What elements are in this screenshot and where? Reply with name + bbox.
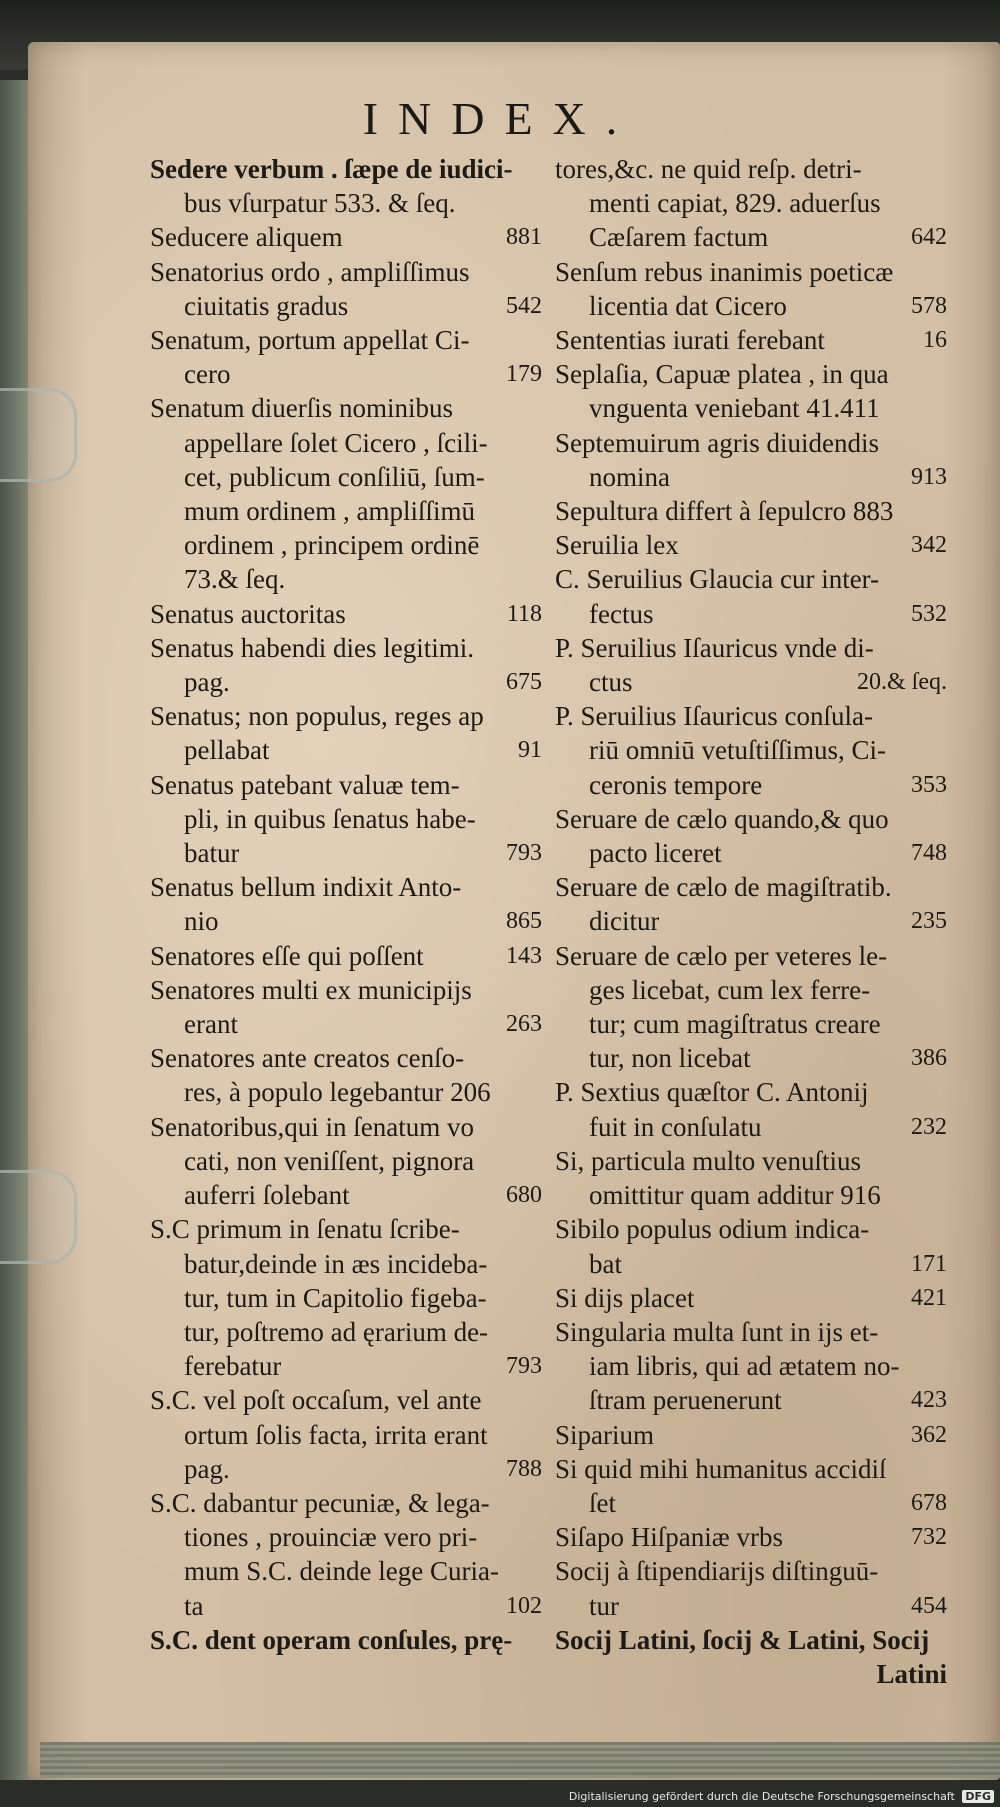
index-entry xyxy=(150,1110,542,1213)
index-entry xyxy=(150,391,542,596)
index-line xyxy=(555,733,947,767)
index-term: Senſum rebus inanimis poeticæ xyxy=(555,256,894,287)
index-term: ſtram peruenerunt xyxy=(589,1385,782,1416)
index-line xyxy=(150,1075,542,1109)
index-term: cati, non veniſſent, pignora xyxy=(184,1145,475,1176)
index-term: P. Seruilius Iſauricus conſula- xyxy=(555,701,873,732)
index-term: P. Seruilius Iſauricus vnde di- xyxy=(555,632,874,663)
index-term: licentia dat Cicero xyxy=(589,290,787,321)
page-reference: 793 xyxy=(506,1353,542,1380)
index-term: auferri ſolebant xyxy=(184,1180,350,1211)
index-line xyxy=(150,733,542,767)
book-page-edges-bottom xyxy=(40,1742,1000,1778)
index-line xyxy=(555,255,947,289)
index-term: erant xyxy=(184,1009,238,1040)
index-term: Socij Latini, ſocij & Latini, Socij xyxy=(555,1624,930,1655)
dfg-logo: DFG xyxy=(962,1790,994,1803)
index-entry xyxy=(555,1554,947,1622)
index-entry xyxy=(150,631,542,699)
page-reference: 143 xyxy=(506,942,542,969)
index-term: appellare ſolet Cicero , ſcili- xyxy=(184,427,488,458)
index-entry xyxy=(150,1623,542,1657)
index-line xyxy=(150,631,542,665)
index-line xyxy=(150,460,542,494)
index-line xyxy=(150,802,542,836)
index-term: ctus xyxy=(589,667,633,698)
index-term: Si quid mihi humanitus accidiſ xyxy=(555,1453,887,1484)
index-line xyxy=(150,1144,542,1178)
page-reference: 20.& ſeq. xyxy=(857,669,947,696)
index-term: Socij à ſtipendiarijs diſtinguū- xyxy=(555,1556,879,1587)
index-term: Senatus; non populus, reges ap xyxy=(150,701,484,732)
index-entry xyxy=(555,255,947,323)
index-term: S.C. vel poſt occaſum, vel ante xyxy=(150,1385,482,1416)
index-entry xyxy=(150,152,542,220)
index-term: Septemuirum agris diuidendis xyxy=(555,427,879,458)
index-entry xyxy=(555,870,947,938)
index-entry xyxy=(555,1281,947,1315)
index-line xyxy=(150,1315,542,1349)
index-term: pag. xyxy=(184,667,230,698)
credit-text: Digitalisierung gefördert durch die Deutsche Forschungsgemeinschaft xyxy=(568,1790,955,1803)
index-term: bus vſurpatur 533. & ſeq. xyxy=(184,188,456,219)
index-line xyxy=(150,494,542,528)
index-entry xyxy=(150,220,542,254)
index-entry xyxy=(555,1075,947,1143)
index-term: tur xyxy=(589,1590,619,1621)
index-term: fuit in conſulatu xyxy=(589,1111,762,1142)
page-reference: 913 xyxy=(911,463,947,490)
index-term: Sententias iurati ferebant xyxy=(555,325,825,356)
index-term: Seruilia lex xyxy=(555,530,679,561)
index-term: tur, non licebat xyxy=(589,1043,751,1074)
index-line xyxy=(555,1212,947,1246)
index-line xyxy=(555,1418,947,1452)
index-term: Seruare de cælo per veteres le- xyxy=(555,940,888,971)
index-term: res, à populo legebantur 206 xyxy=(184,1077,491,1108)
index-term: batur,deinde in æs incideba- xyxy=(184,1248,488,1279)
index-line xyxy=(150,836,542,870)
page-reference: 421 xyxy=(911,1284,947,1311)
index-line xyxy=(555,904,947,938)
index-term: P. Sextius quæſtor C. Antonij xyxy=(555,1077,869,1108)
index-column-left xyxy=(150,152,542,1657)
page-reference: 102 xyxy=(506,1592,542,1619)
index-term: Seducere aliquem xyxy=(150,222,343,253)
index-line xyxy=(150,768,542,802)
index-term: tores,&c. ne quid reſp. detri- xyxy=(555,154,862,184)
index-line xyxy=(150,220,542,254)
page-reference: 532 xyxy=(911,600,947,627)
index-term: pag. xyxy=(184,1453,230,1484)
index-term: Seruare de cælo quando,& quo xyxy=(555,803,889,834)
index-line xyxy=(150,1383,542,1417)
index-term: ſet xyxy=(589,1487,616,1518)
index-term: S.C. dent operam conſules, prę- xyxy=(150,1624,513,1655)
index-line xyxy=(150,1041,542,1075)
index-line xyxy=(150,1554,542,1588)
index-line xyxy=(555,289,947,323)
page-reference: 865 xyxy=(506,908,542,935)
page-reference: 232 xyxy=(911,1113,947,1140)
index-line xyxy=(555,1657,947,1691)
index-line xyxy=(150,939,542,973)
index-entry xyxy=(555,802,947,870)
index-line xyxy=(555,1315,947,1349)
index-line xyxy=(555,426,947,460)
index-line xyxy=(555,1486,947,1520)
index-line xyxy=(555,1554,947,1588)
index-line xyxy=(150,1589,542,1623)
index-line xyxy=(150,904,542,938)
index-term: cet, publicum conſiliū, ſum- xyxy=(184,461,485,492)
index-term: fectus xyxy=(589,598,654,629)
index-term: Senatores eſſe qui poſſent xyxy=(150,940,424,971)
page-reference: 454 xyxy=(911,1592,947,1619)
page-reference: 235 xyxy=(911,908,947,935)
index-term: Senatum, portum appellat Ci- xyxy=(150,325,470,356)
index-entry xyxy=(150,699,542,767)
index-entry xyxy=(555,1520,947,1554)
page-reference: 732 xyxy=(911,1524,947,1551)
index-term: riū omniū vetuſtiſſimus, Ci- xyxy=(589,735,886,766)
index-term: Cæſarem factum xyxy=(589,222,769,253)
index-line xyxy=(555,665,947,699)
page-reference: 675 xyxy=(506,669,542,696)
index-term: nomina xyxy=(589,461,670,492)
index-line xyxy=(555,1349,947,1383)
index-term: S.C primum in ſenatu ſcribe- xyxy=(150,1214,460,1245)
index-term: ferebatur xyxy=(184,1351,282,1382)
index-line xyxy=(150,1418,542,1452)
index-entry xyxy=(150,1486,542,1623)
index-line xyxy=(555,494,947,528)
index-term: batur xyxy=(184,838,240,869)
index-term: Seruare de cælo de magiſtratib. xyxy=(555,872,892,903)
page-reference: 386 xyxy=(911,1045,947,1072)
index-line xyxy=(150,1452,542,1486)
index-entry xyxy=(555,357,947,425)
index-line xyxy=(555,768,947,802)
index-entry xyxy=(555,528,947,562)
index-term: omittitur quam additur 916 xyxy=(589,1180,881,1211)
index-term: C. Seruilius Glaucia cur inter- xyxy=(555,564,880,595)
page-reference: 171 xyxy=(911,1250,947,1277)
index-term: Senatorius ordo , ampliſſimus xyxy=(150,256,470,287)
index-line xyxy=(555,631,947,665)
index-line xyxy=(150,289,542,323)
index-term: ceronis tempore xyxy=(589,769,763,800)
index-line xyxy=(555,1623,947,1657)
index-term: tur; cum magiſtratus creare xyxy=(589,1009,881,1040)
index-entry xyxy=(150,1383,542,1486)
index-entry xyxy=(150,768,542,871)
index-term: Senatus auctoritas xyxy=(150,598,346,629)
index-line xyxy=(150,1349,542,1383)
index-line xyxy=(150,1623,542,1657)
index-entry xyxy=(555,939,947,1076)
index-line xyxy=(150,562,542,596)
index-entry xyxy=(555,323,947,357)
index-term: tiones , prouinciæ vero pri- xyxy=(184,1522,478,1553)
index-line xyxy=(555,1589,947,1623)
index-line xyxy=(555,1452,947,1486)
index-line xyxy=(150,255,542,289)
index-term: ordinem , principem ordinē xyxy=(184,530,480,561)
index-term: cero xyxy=(184,359,231,390)
index-line xyxy=(150,1212,542,1246)
index-term: Senatus patebant valuæ tem- xyxy=(150,769,460,800)
page-reference: 642 xyxy=(911,224,947,251)
index-term: nio xyxy=(184,906,219,937)
index-entry xyxy=(150,870,542,938)
index-term: menti capiat, 829. aduerſus xyxy=(589,188,881,219)
page-reference: 793 xyxy=(506,840,542,867)
index-line xyxy=(150,1110,542,1144)
index-term: Si, particula multo venuſtius xyxy=(555,1145,861,1176)
index-line xyxy=(150,323,542,357)
index-entry xyxy=(150,323,542,391)
index-term: Singularia multa ſunt in ijs et- xyxy=(555,1316,879,1347)
page-reference: 678 xyxy=(911,1489,947,1516)
index-entry xyxy=(150,597,542,631)
page-reference: 881 xyxy=(506,224,542,251)
index-term: Latini xyxy=(876,1658,947,1689)
page-reference: 179 xyxy=(506,361,542,388)
index-entry xyxy=(150,1212,542,1383)
index-entry xyxy=(555,1144,947,1212)
index-line xyxy=(555,1110,947,1144)
index-entry xyxy=(150,1041,542,1109)
index-entry xyxy=(555,1212,947,1280)
index-line xyxy=(150,1486,542,1520)
page-title: INDEX. xyxy=(362,93,638,144)
index-term: tur, tum in Capitolio figeba- xyxy=(184,1282,487,1313)
index-line xyxy=(555,528,947,562)
index-term: Senatores multi ex municipijs xyxy=(150,974,472,1005)
page-reference: 542 xyxy=(506,292,542,319)
index-column-right xyxy=(555,152,947,1691)
index-term: Si dijs placet xyxy=(555,1282,695,1313)
page-clip-icon xyxy=(0,388,77,482)
index-line xyxy=(555,1247,947,1281)
index-line xyxy=(555,391,947,425)
index-line xyxy=(555,323,947,357)
index-term: mum S.C. deinde lege Curia- xyxy=(184,1556,499,1587)
index-line xyxy=(150,528,542,562)
index-line xyxy=(555,1007,947,1041)
index-line xyxy=(150,152,542,186)
page-reference: 578 xyxy=(911,292,947,319)
index-entry xyxy=(555,562,947,630)
page-reference: 748 xyxy=(911,840,947,867)
index-term: Seplaſia, Capuæ platea , in qua xyxy=(555,359,889,390)
index-entry xyxy=(555,1418,947,1452)
page-reference: 91 xyxy=(518,737,542,764)
index-term: pacto liceret xyxy=(589,838,722,869)
index-term: pellabat xyxy=(184,735,270,766)
index-entry xyxy=(150,973,542,1041)
index-line xyxy=(555,562,947,596)
index-entry xyxy=(555,426,947,494)
index-line xyxy=(150,186,542,220)
index-term: ta xyxy=(184,1590,204,1621)
index-term: ortum ſolis facta, irrita erant xyxy=(184,1419,488,1450)
index-line xyxy=(555,836,947,870)
index-line xyxy=(555,1383,947,1417)
index-term: iam libris, qui ad ætatem no- xyxy=(589,1351,900,1382)
page-reference: 680 xyxy=(506,1182,542,1209)
index-entry xyxy=(555,494,947,528)
index-line xyxy=(555,699,947,733)
index-line xyxy=(555,1178,947,1212)
index-line xyxy=(555,597,947,631)
index-term: Senatores ante creatos cenſo- xyxy=(150,1043,465,1074)
index-entry xyxy=(555,1623,947,1691)
index-line xyxy=(555,1041,947,1075)
page-reference: 342 xyxy=(911,532,947,559)
page-clip-icon xyxy=(0,1170,77,1264)
index-term: Sepultura differt à ſepulcro 883 xyxy=(555,496,894,527)
index-term: dicitur xyxy=(589,906,660,937)
index-line xyxy=(150,1007,542,1041)
index-entry xyxy=(555,1452,947,1520)
index-line xyxy=(555,186,947,220)
index-line xyxy=(555,939,947,973)
index-term: Senatoribus,qui in ſenatum vo xyxy=(150,1111,474,1142)
index-entry xyxy=(555,699,947,802)
page-reference: 118 xyxy=(506,600,542,627)
index-line xyxy=(555,220,947,254)
index-line xyxy=(555,152,947,186)
index-line xyxy=(555,1144,947,1178)
index-entry xyxy=(555,631,947,699)
page-reference: 263 xyxy=(506,1011,542,1038)
index-line xyxy=(555,357,947,391)
index-line xyxy=(150,1520,542,1554)
index-entry xyxy=(555,1315,947,1418)
index-term: Senatus habendi dies legitimi. xyxy=(150,632,474,663)
index-term: tur, poſtremo ad ęrarium de- xyxy=(184,1316,489,1347)
index-term: Siſapo Hiſpaniæ vrbs xyxy=(555,1522,783,1553)
index-line xyxy=(555,1281,947,1315)
index-entry xyxy=(150,939,542,973)
index-term: mum ordinem , ampliſſimū xyxy=(184,496,475,527)
index-term: Sedere verbum . ſæpe de iudici- xyxy=(150,154,513,184)
digitization-credit xyxy=(569,1790,994,1803)
index-line xyxy=(555,1075,947,1109)
index-term: 73.& ſeq. xyxy=(184,564,286,595)
index-term: vnguenta veniebant 41.411 xyxy=(589,393,880,424)
index-entry xyxy=(555,152,947,255)
page-reference: 353 xyxy=(911,771,947,798)
index-term: Senatus bellum indixit Anto- xyxy=(150,872,462,903)
index-line xyxy=(555,802,947,836)
index-line xyxy=(150,357,542,391)
index-line xyxy=(150,1178,542,1212)
index-term: Sibilo populus odium indica- xyxy=(555,1214,870,1245)
index-line xyxy=(150,699,542,733)
index-line xyxy=(150,391,542,425)
index-line xyxy=(150,1247,542,1281)
index-line xyxy=(555,870,947,904)
index-line xyxy=(555,973,947,1007)
index-term: Senatum diuerſis nominibus xyxy=(150,393,453,424)
index-entry xyxy=(150,255,542,323)
index-term: ciuitatis gradus xyxy=(184,290,349,321)
index-line xyxy=(150,597,542,631)
index-line xyxy=(150,665,542,699)
index-line xyxy=(150,973,542,1007)
index-term: S.C. dabantur pecuniæ, & lega- xyxy=(150,1487,490,1518)
page-reference: 788 xyxy=(506,1455,542,1482)
page-reference: 16 xyxy=(923,327,947,354)
index-line xyxy=(150,870,542,904)
index-term: bat xyxy=(589,1248,622,1279)
page-reference: 362 xyxy=(911,1421,947,1448)
index-term: Siparium xyxy=(555,1419,654,1450)
index-line xyxy=(150,426,542,460)
index-line xyxy=(150,1281,542,1315)
index-line xyxy=(555,460,947,494)
index-term: pli, in quibus ſenatus habe- xyxy=(184,803,476,834)
index-line xyxy=(555,1520,947,1554)
index-term: ges licebat, cum lex ferre- xyxy=(589,974,871,1005)
page-reference: 423 xyxy=(911,1387,947,1414)
